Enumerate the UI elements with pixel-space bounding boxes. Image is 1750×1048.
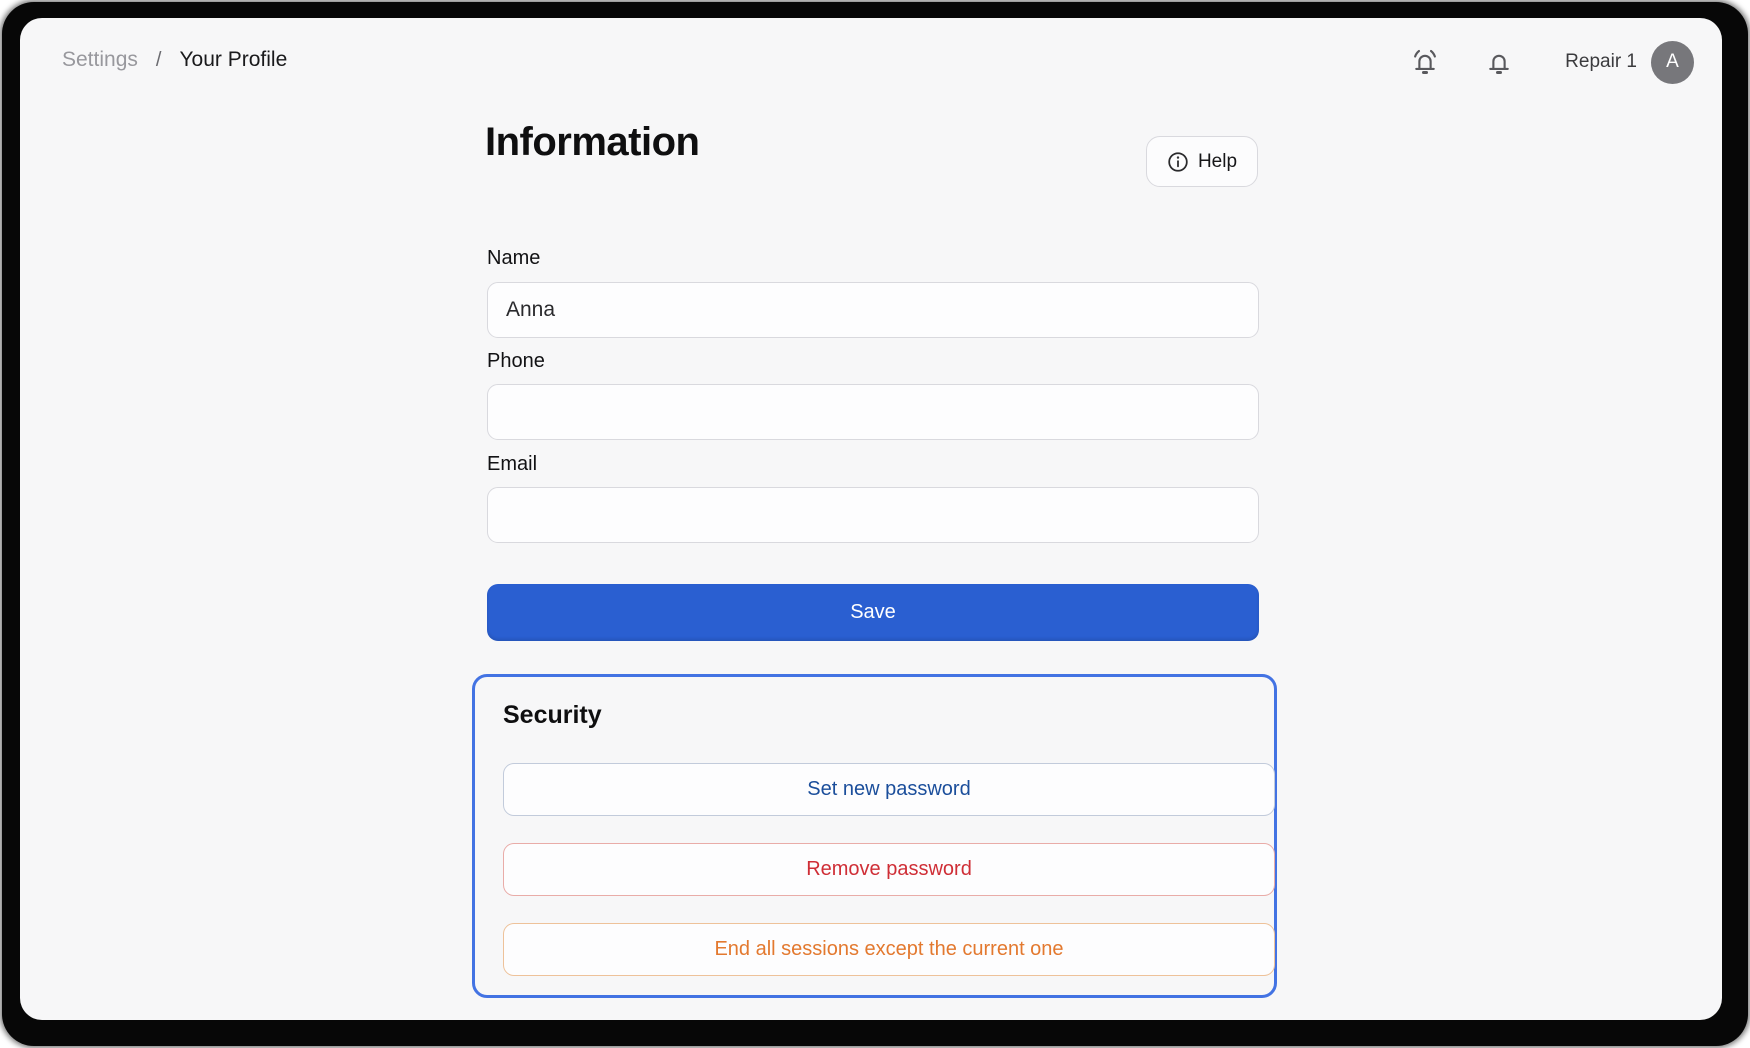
end-all-sessions-button[interactable]: End all sessions except the current one [503,923,1275,976]
name-field[interactable] [487,282,1259,338]
breadcrumb-separator: / [155,48,162,71]
help-button-label: Help [1197,150,1238,172]
info-icon [1167,151,1189,173]
avatar[interactable]: A [1651,41,1694,84]
help-button[interactable] [1146,136,1258,187]
account-menu[interactable] [1565,41,1694,84]
email-label: Email [487,453,538,475]
save-button[interactable]: Save [487,584,1259,641]
security-title: Security [503,701,602,729]
app-surface [20,18,1722,1020]
window-frame [2,2,1748,1046]
account-name: Repair 1 [1565,51,1637,72]
set-new-password-button[interactable]: Set new password [503,763,1275,816]
phone-label: Phone [487,350,545,372]
breadcrumb-settings[interactable]: Settings [62,48,138,71]
page-title: Information [485,120,700,164]
bell-ring-icon[interactable] [1403,40,1447,84]
email-field[interactable] [487,487,1259,543]
bell-icon[interactable] [1477,40,1521,84]
breadcrumb-your-profile: Your Profile [179,48,288,71]
topbar-right [1403,40,1694,84]
phone-field[interactable] [487,384,1259,440]
name-label: Name [487,247,541,269]
breadcrumb [62,48,287,72]
security-section [472,674,1277,998]
remove-password-button[interactable]: Remove password [503,843,1275,896]
